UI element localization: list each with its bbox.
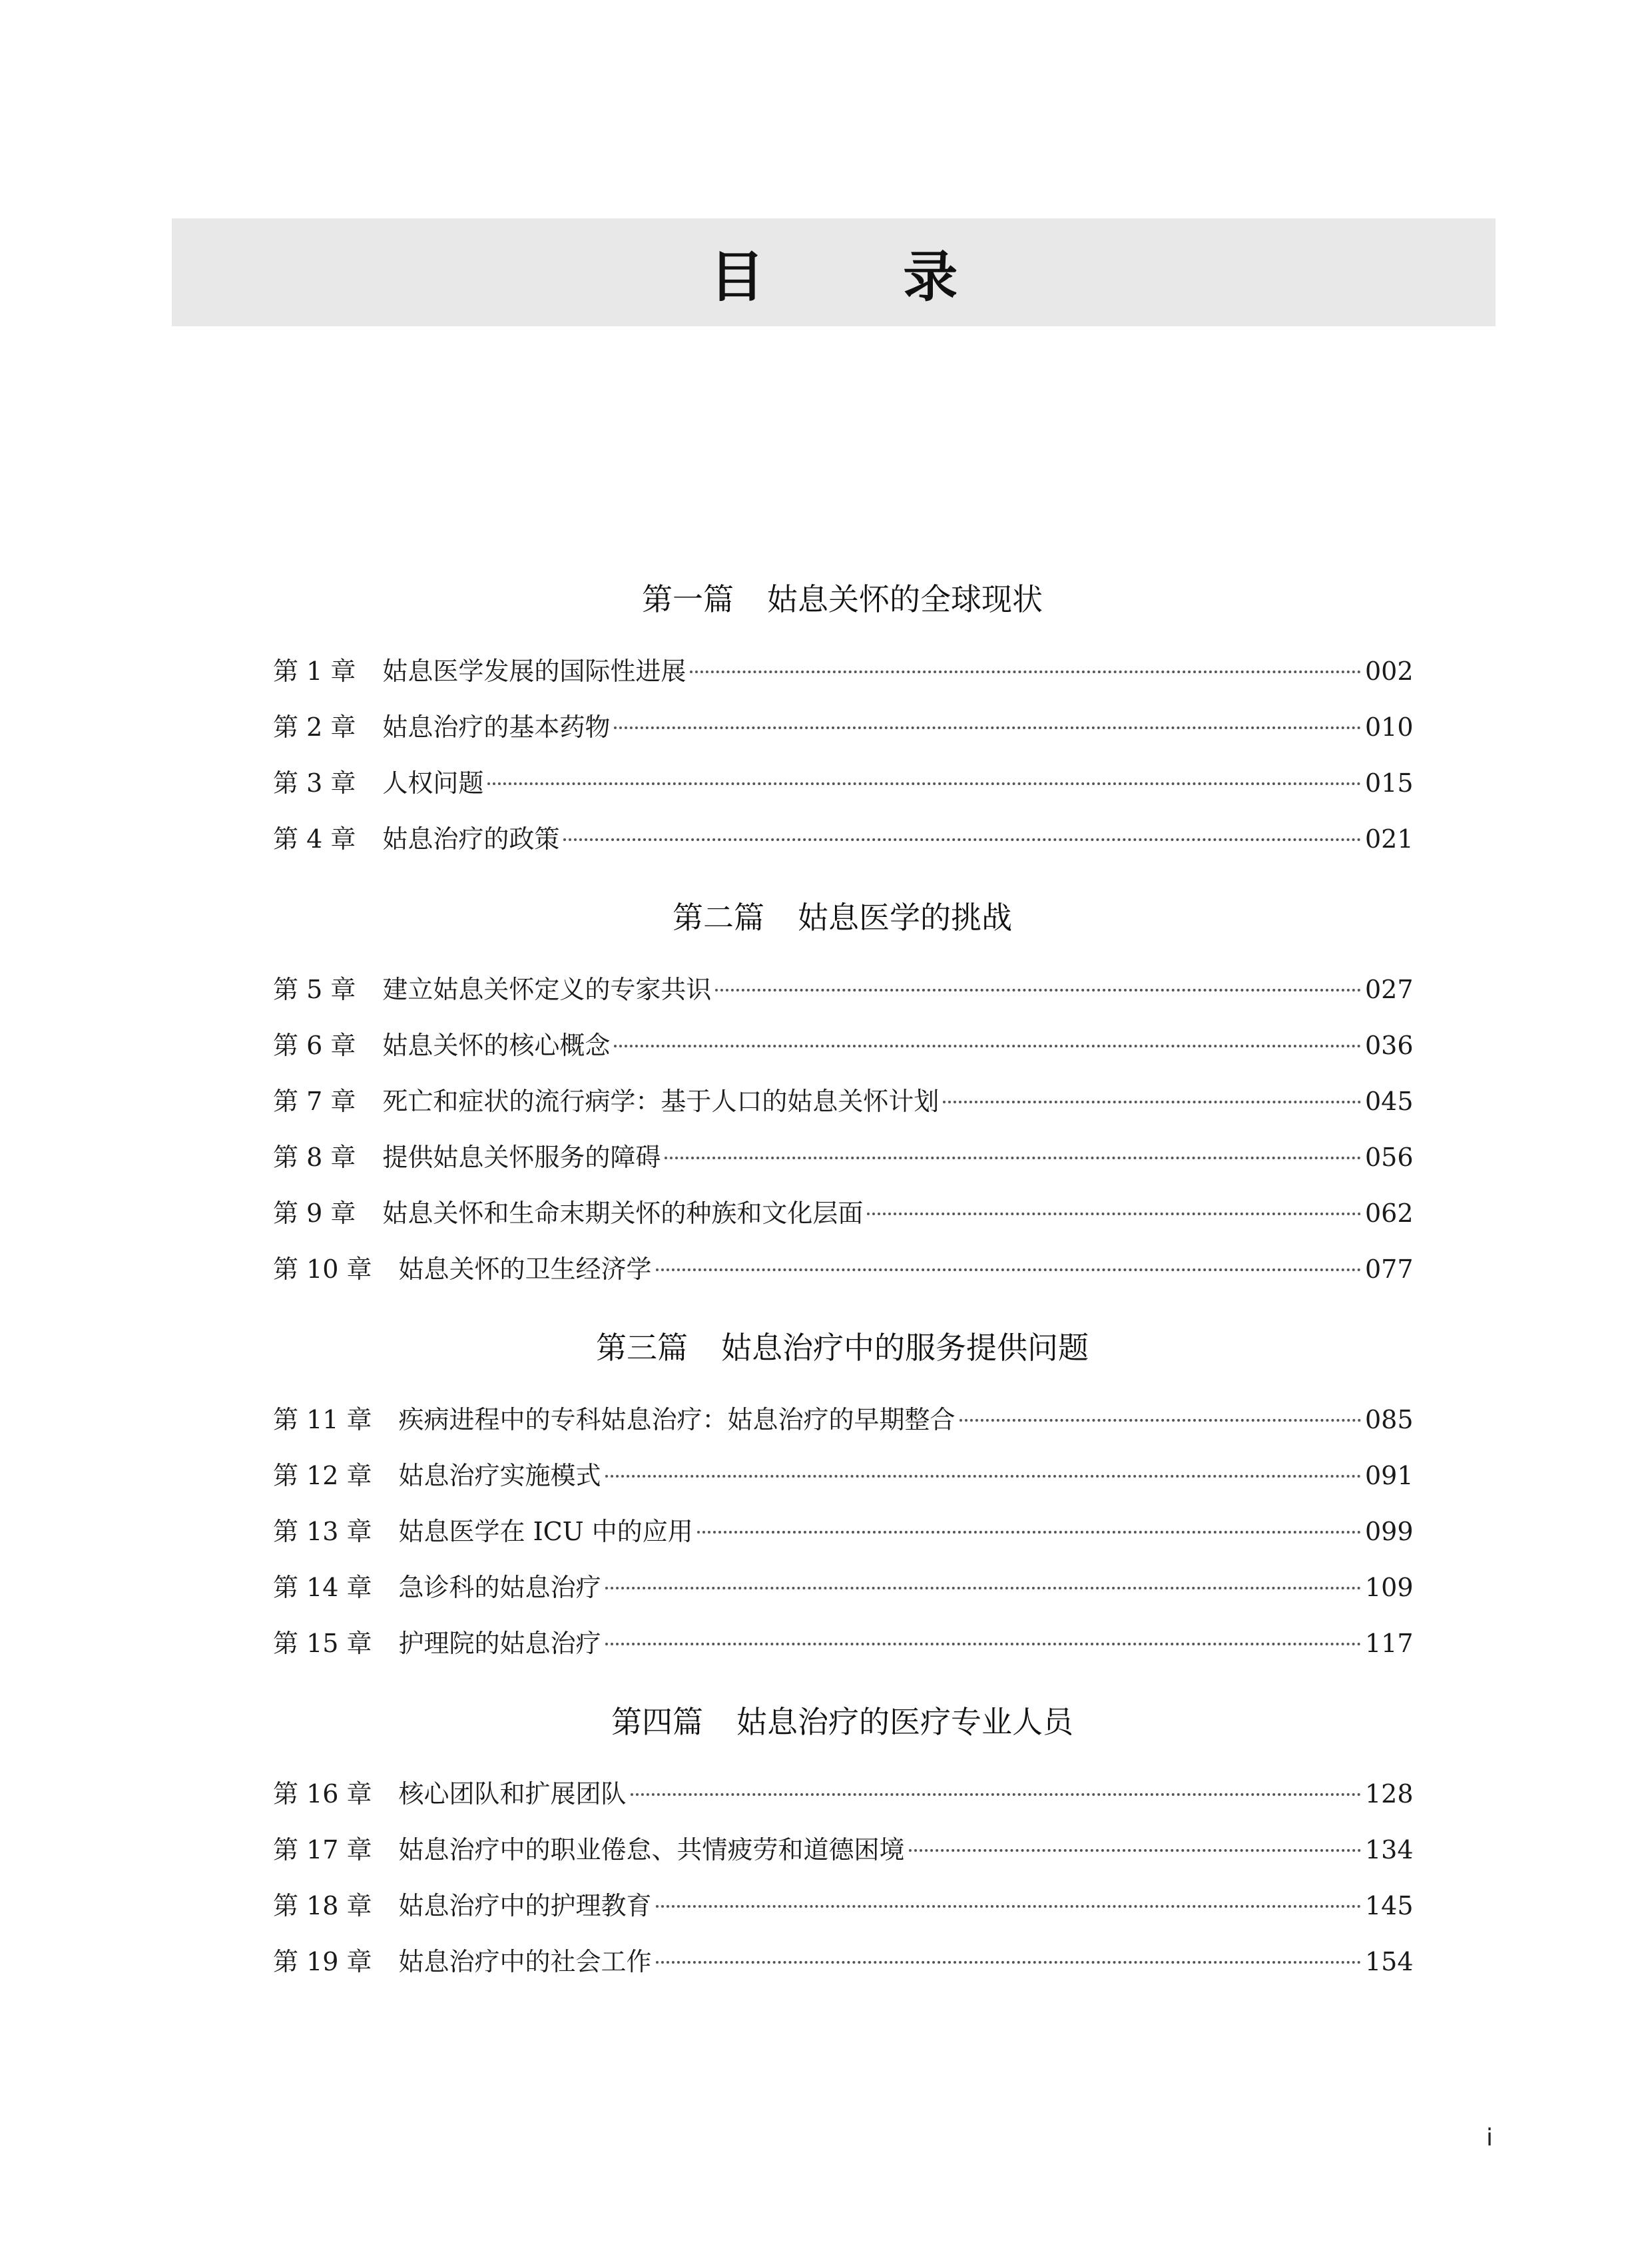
chapter-page-number: 145 (1365, 1891, 1414, 1920)
chapter-title: 姑息医学在 ICU 中的应用 (398, 1517, 693, 1546)
chapter-title: 姑息治疗中的职业倦怠、共情疲劳和道德困境 (398, 1835, 905, 1864)
chapter-number: 第 2 章 (273, 712, 356, 742)
part-number: 第二篇 (673, 900, 764, 936)
part-heading (273, 573, 1412, 626)
chapter-number: 第 8 章 (273, 1143, 356, 1172)
chapter-page-number: 045 (1365, 1087, 1414, 1116)
chapter-number: 第 4 章 (273, 824, 356, 854)
chapter-title: 姑息关怀和生命末期关怀的种族和文化层面 (382, 1199, 864, 1228)
toc-part-group (273, 1321, 1412, 1671)
toc-title-band (172, 218, 1496, 326)
part-title: 姑息治疗的医疗专业人员 (736, 1704, 1073, 1740)
toc-entry[interactable] (273, 1241, 1412, 1297)
dot-leader (656, 1268, 1361, 1271)
chapter-title: 姑息治疗中的护理教育 (398, 1891, 652, 1920)
part-heading (273, 891, 1412, 944)
chapter-title: 姑息治疗的政策 (382, 824, 560, 854)
dot-leader (487, 782, 1361, 785)
page-number: i (1486, 2124, 1494, 2151)
chapter-page-number: 036 (1365, 1031, 1414, 1060)
chapter-page-number: 056 (1365, 1143, 1414, 1172)
dot-leader (614, 726, 1361, 729)
chapter-page-number: 134 (1365, 1835, 1414, 1864)
dot-leader (943, 1101, 1361, 1103)
chapter-title: 护理院的姑息治疗 (398, 1629, 601, 1658)
part-number: 第三篇 (596, 1330, 688, 1366)
chapter-title: 建立姑息关怀定义的专家共识 (382, 975, 712, 1004)
chapter-number: 第 12 章 (273, 1461, 372, 1490)
chapter-page-number: 109 (1365, 1573, 1414, 1602)
toc-entry[interactable] (273, 1504, 1412, 1559)
part-title: 姑息关怀的全球现状 (767, 581, 1043, 617)
chapter-page-number: 117 (1365, 1629, 1414, 1658)
chapter-page-number: 010 (1365, 712, 1414, 742)
chapter-title: 人权问题 (382, 768, 484, 798)
chapter-number: 第 14 章 (273, 1573, 372, 1602)
toc-entry[interactable] (273, 1615, 1412, 1671)
chapter-page-number: 015 (1365, 768, 1414, 798)
chapter-number: 第 1 章 (273, 657, 356, 686)
toc-entry[interactable] (273, 1073, 1412, 1129)
dot-leader (867, 1213, 1361, 1215)
dot-leader (605, 1643, 1361, 1645)
toc-entry[interactable] (273, 1129, 1412, 1185)
toc-part-group (273, 891, 1412, 1297)
part-title: 姑息医学的挑战 (798, 900, 1012, 936)
chapter-title: 死亡和症状的流行病学：基于人口的姑息关怀计划 (382, 1087, 940, 1116)
chapter-number: 第 3 章 (273, 768, 356, 798)
toc-entry[interactable] (273, 1822, 1412, 1878)
chapter-number: 第 9 章 (273, 1199, 356, 1228)
part-heading (273, 1695, 1412, 1749)
part-heading (273, 1321, 1412, 1374)
dot-leader (715, 989, 1361, 991)
toc-entry[interactable] (273, 1448, 1412, 1504)
chapter-number: 第 5 章 (273, 975, 356, 1004)
chapter-number: 第 10 章 (273, 1255, 372, 1284)
dot-leader (960, 1419, 1361, 1422)
dot-leader (614, 1045, 1361, 1047)
chapter-title: 核心团队和扩展团队 (398, 1779, 627, 1809)
dot-leader (697, 1531, 1361, 1534)
chapter-number: 第 18 章 (273, 1891, 372, 1920)
dot-leader (656, 1961, 1361, 1964)
chapter-title: 疾病进程中的专科姑息治疗：姑息治疗的早期整合 (398, 1405, 956, 1434)
chapter-title: 姑息关怀的核心概念 (382, 1031, 611, 1060)
toc-entry[interactable] (273, 1017, 1412, 1073)
toc-part-group (273, 1695, 1412, 1990)
chapter-page-number: 062 (1365, 1199, 1414, 1228)
chapter-page-number: 099 (1365, 1517, 1414, 1546)
chapter-title: 急诊科的姑息治疗 (398, 1573, 601, 1602)
dot-leader (909, 1849, 1361, 1852)
chapter-number: 第 19 章 (273, 1947, 372, 1976)
toc-entry[interactable] (273, 1559, 1412, 1615)
chapter-page-number: 154 (1365, 1947, 1414, 1976)
toc-entry[interactable] (273, 1878, 1412, 1934)
toc-entry[interactable] (273, 811, 1412, 867)
toc-entry[interactable] (273, 1934, 1412, 1990)
chapter-number: 第 7 章 (273, 1087, 356, 1116)
toc-entry[interactable] (273, 1392, 1412, 1448)
chapter-page-number: 021 (1365, 824, 1414, 854)
chapter-title: 提供姑息关怀服务的障碍 (382, 1143, 661, 1172)
toc-entry[interactable] (273, 755, 1412, 811)
dot-leader (605, 1475, 1361, 1478)
part-number: 第四篇 (611, 1704, 703, 1740)
chapter-title: 姑息治疗中的社会工作 (398, 1947, 652, 1976)
chapter-title: 姑息治疗的基本药物 (382, 712, 611, 742)
chapter-number: 第 13 章 (273, 1517, 372, 1546)
chapter-page-number: 128 (1365, 1779, 1414, 1809)
chapter-page-number: 085 (1365, 1405, 1414, 1434)
dot-leader (563, 838, 1361, 841)
dot-leader (605, 1587, 1361, 1589)
chapter-number: 第 16 章 (273, 1779, 372, 1809)
toc-entry[interactable] (273, 1766, 1412, 1822)
toc-part-group (273, 573, 1412, 867)
toc-entry[interactable] (273, 1185, 1412, 1241)
dot-leader (665, 1157, 1361, 1159)
chapter-number: 第 15 章 (273, 1629, 372, 1658)
dot-leader (690, 671, 1361, 673)
dot-leader (656, 1905, 1361, 1908)
toc-entry[interactable] (273, 643, 1412, 699)
chapter-title: 姑息治疗实施模式 (398, 1461, 601, 1490)
chapter-title: 姑息医学发展的国际性进展 (382, 657, 687, 686)
chapter-page-number: 002 (1365, 657, 1414, 686)
dot-leader (631, 1793, 1361, 1796)
part-number: 第一篇 (642, 581, 734, 617)
part-title: 姑息治疗中的服务提供问题 (721, 1330, 1089, 1366)
chapter-page-number: 091 (1365, 1461, 1414, 1490)
table-of-contents (273, 573, 1412, 2014)
toc-entry[interactable] (273, 962, 1412, 1017)
chapter-page-number: 077 (1365, 1255, 1414, 1284)
chapter-number: 第 11 章 (273, 1405, 372, 1434)
chapter-title: 姑息关怀的卫生经济学 (398, 1255, 652, 1284)
toc-entry[interactable] (273, 699, 1412, 755)
chapter-number: 第 6 章 (273, 1031, 356, 1060)
page-title: 目 录 (709, 244, 1018, 309)
chapter-number: 第 17 章 (273, 1835, 372, 1864)
chapter-page-number: 027 (1365, 975, 1414, 1004)
